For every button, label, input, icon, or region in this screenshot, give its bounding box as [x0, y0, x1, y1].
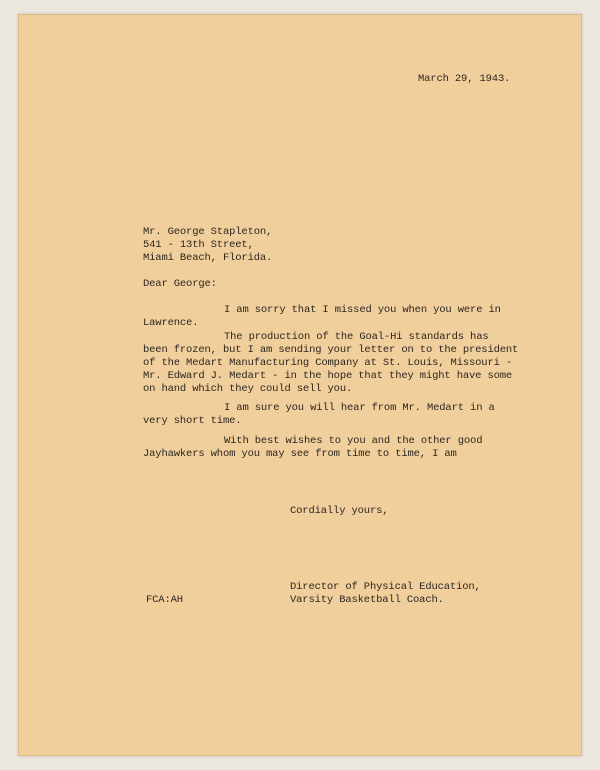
paragraph-2-line-5: on hand which they could sell you.: [143, 383, 353, 395]
letter-date: March 29, 1943.: [418, 73, 511, 85]
paragraph-2-line-1: The production of the Goal-Hi standards has: [224, 331, 489, 343]
paragraph-2-line-3: of the Medart Manufacturing Company at St. Louis, Missouri -: [143, 357, 513, 369]
closing: Cordially yours,: [290, 505, 389, 517]
recipient-street: 541 - 13th Street,: [143, 239, 254, 251]
signature-title-line-1: Director of Physical Education,: [290, 581, 481, 593]
reference-initials: FCA:AH: [146, 594, 183, 606]
salutation: Dear George:: [143, 278, 217, 290]
paragraph-1-line-1: I am sorry that I missed you when you were in: [224, 304, 501, 316]
paragraph-2-line-2: been frozen, but I am sending your letter on to the president: [143, 344, 519, 356]
paragraph-4-line-2: Jayhawkers whom you may see from time to time, I am: [143, 448, 457, 460]
recipient-city: Miami Beach, Florida.: [143, 252, 273, 264]
signature-title-line-2: Varsity Basketball Coach.: [290, 594, 444, 606]
recipient-name: Mr. George Stapleton,: [143, 226, 273, 238]
paragraph-1-line-2: Lawrence.: [143, 317, 199, 329]
paragraph-4-line-1: With best wishes to you and the other good: [224, 435, 483, 447]
paragraph-3-line-2: very short time.: [143, 415, 242, 427]
paragraph-2-line-4: Mr. Edward J. Medart - in the hope that they might have some: [143, 370, 513, 382]
paragraph-3-line-1: I am sure you will hear from Mr. Medart in a: [224, 402, 495, 414]
